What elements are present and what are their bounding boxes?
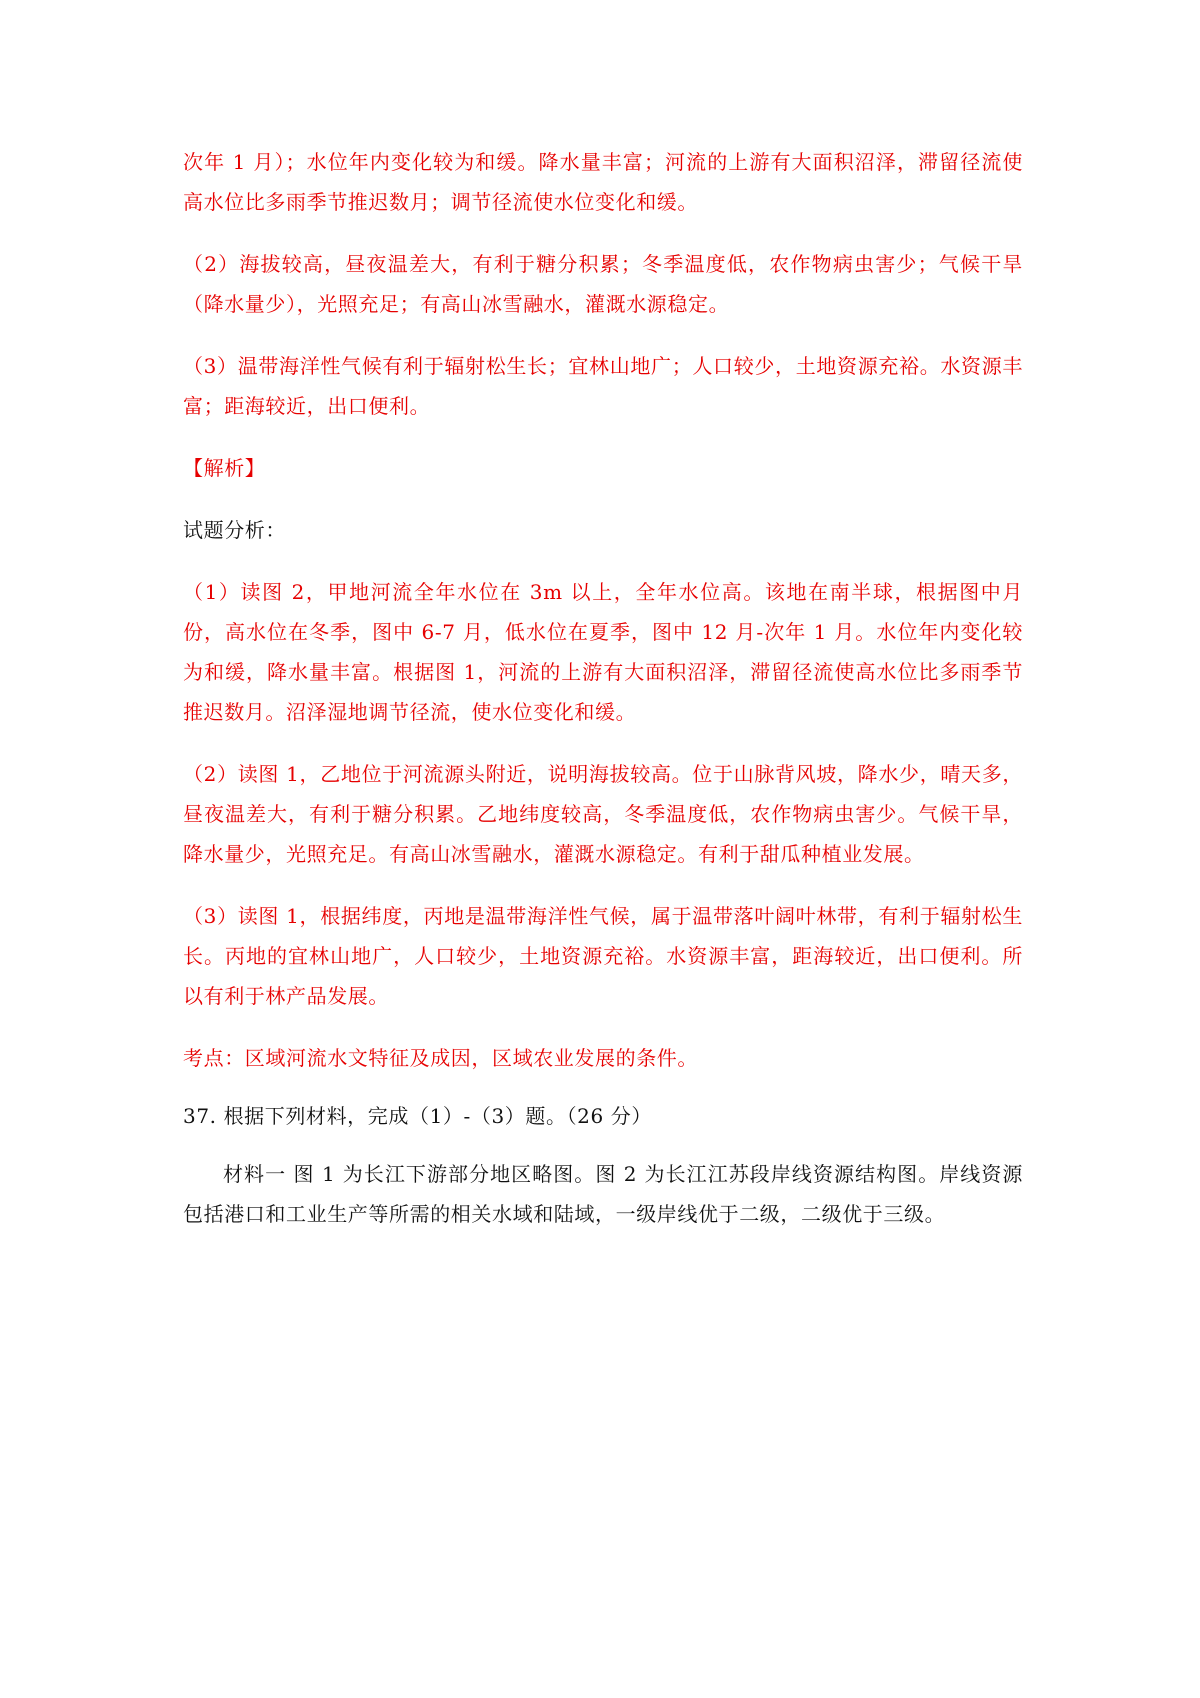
document-page (183, 142, 1023, 1256)
answer-part2: （2）海拔较高，昼夜温差大，有利于糖分积累；冬季温度低，农作物病虫害少；气候干旱（降水量少），光照充足；有高山冰雪融水，灌溉水源稳定。 (183, 252, 1023, 316)
kaodian-note: 考点：区域河流水文特征及成因，区域农业发展的条件。 (183, 1046, 698, 1070)
analysis-heading: 【解析】 (183, 456, 266, 480)
analysis-intro: 试题分析： (183, 518, 286, 542)
analysis-part3: （3）读图 1，根据纬度，丙地是温带海洋性气候，属于温带落叶阔叶林带，有利于辐射松生长。丙地的宜林山地广，人口较少，土地资源充裕。水资源丰富，距海较近，出口便利。所以有利于林产品发展。 (183, 904, 1023, 1008)
analysis-part1: （1）读图 2，甲地河流全年水位在 3m 以上，全年水位高。该地在南半球，根据图中月份，高水位在冬季，图中 6-7 月，低水位在夏季，图中 12 月-次年 1 月。水位年内变化较为和缓，降水量丰富。根据图 1，河流的上游有大面积沼泽，滞留径流使高水位比多雨季节推迟数月。沼泽湿地调节径流，使水位变化和缓。 (183, 580, 1023, 724)
question-37-stem: 37. 根据下列材料，完成（1）-（3）题。（26 分） (183, 1104, 652, 1128)
answer-part3: （3）温带海洋性气候有利于辐射松生长；宜林山地广；人口较少，土地资源充裕。水资源丰富；距海较近，出口便利。 (183, 354, 1023, 418)
question-37-material-1: 材料一 图 1 为长江下游部分地区略图。图 2 为长江江苏段岸线资源结构图。岸线资源包括港口和工业生产等所需的相关水域和陆域，一级岸线优于二级，二级优于三级。 (183, 1162, 1023, 1226)
analysis-part2: （2）读图 1，乙地位于河流源头附近，说明海拔较高。位于山脉背风坡，降水少，晴天多，昼夜温差大，有利于糖分积累。乙地纬度较高，冬季温度低，农作物病虫害少。气候干旱，降水量少，光照充足。有高山冰雪融水，灌溉水源稳定。有利于甜瓜种植业发展。 (183, 762, 1023, 866)
answer-part1-tail: 次年 1 月）；水位年内变化较为和缓。降水量丰富；河流的上游有大面积沼泽，滞留径流使高水位比多雨季节推迟数月；调节径流使水位变化和缓。 (183, 150, 1023, 214)
